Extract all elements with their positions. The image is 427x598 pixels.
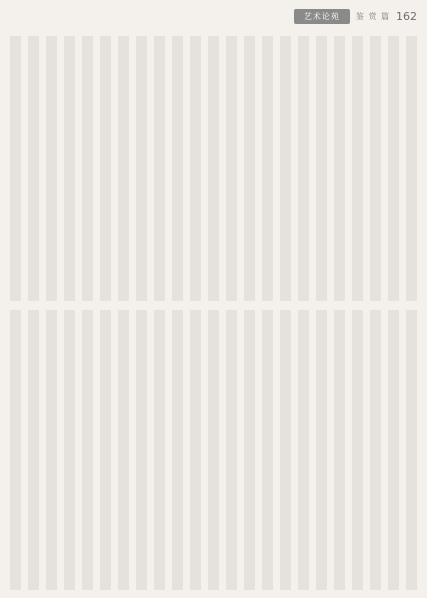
- text-columns-placeholder: [10, 36, 417, 301]
- page-number: 162: [396, 9, 417, 23]
- text-columns-placeholder: [10, 310, 417, 590]
- text-block-bottom: [10, 310, 417, 590]
- header-section: 鉴 赏 篇: [355, 11, 390, 21]
- page-header: [294, 5, 417, 27]
- text-block-top: [10, 36, 417, 301]
- header-badge: 艺术论苑: [294, 9, 350, 24]
